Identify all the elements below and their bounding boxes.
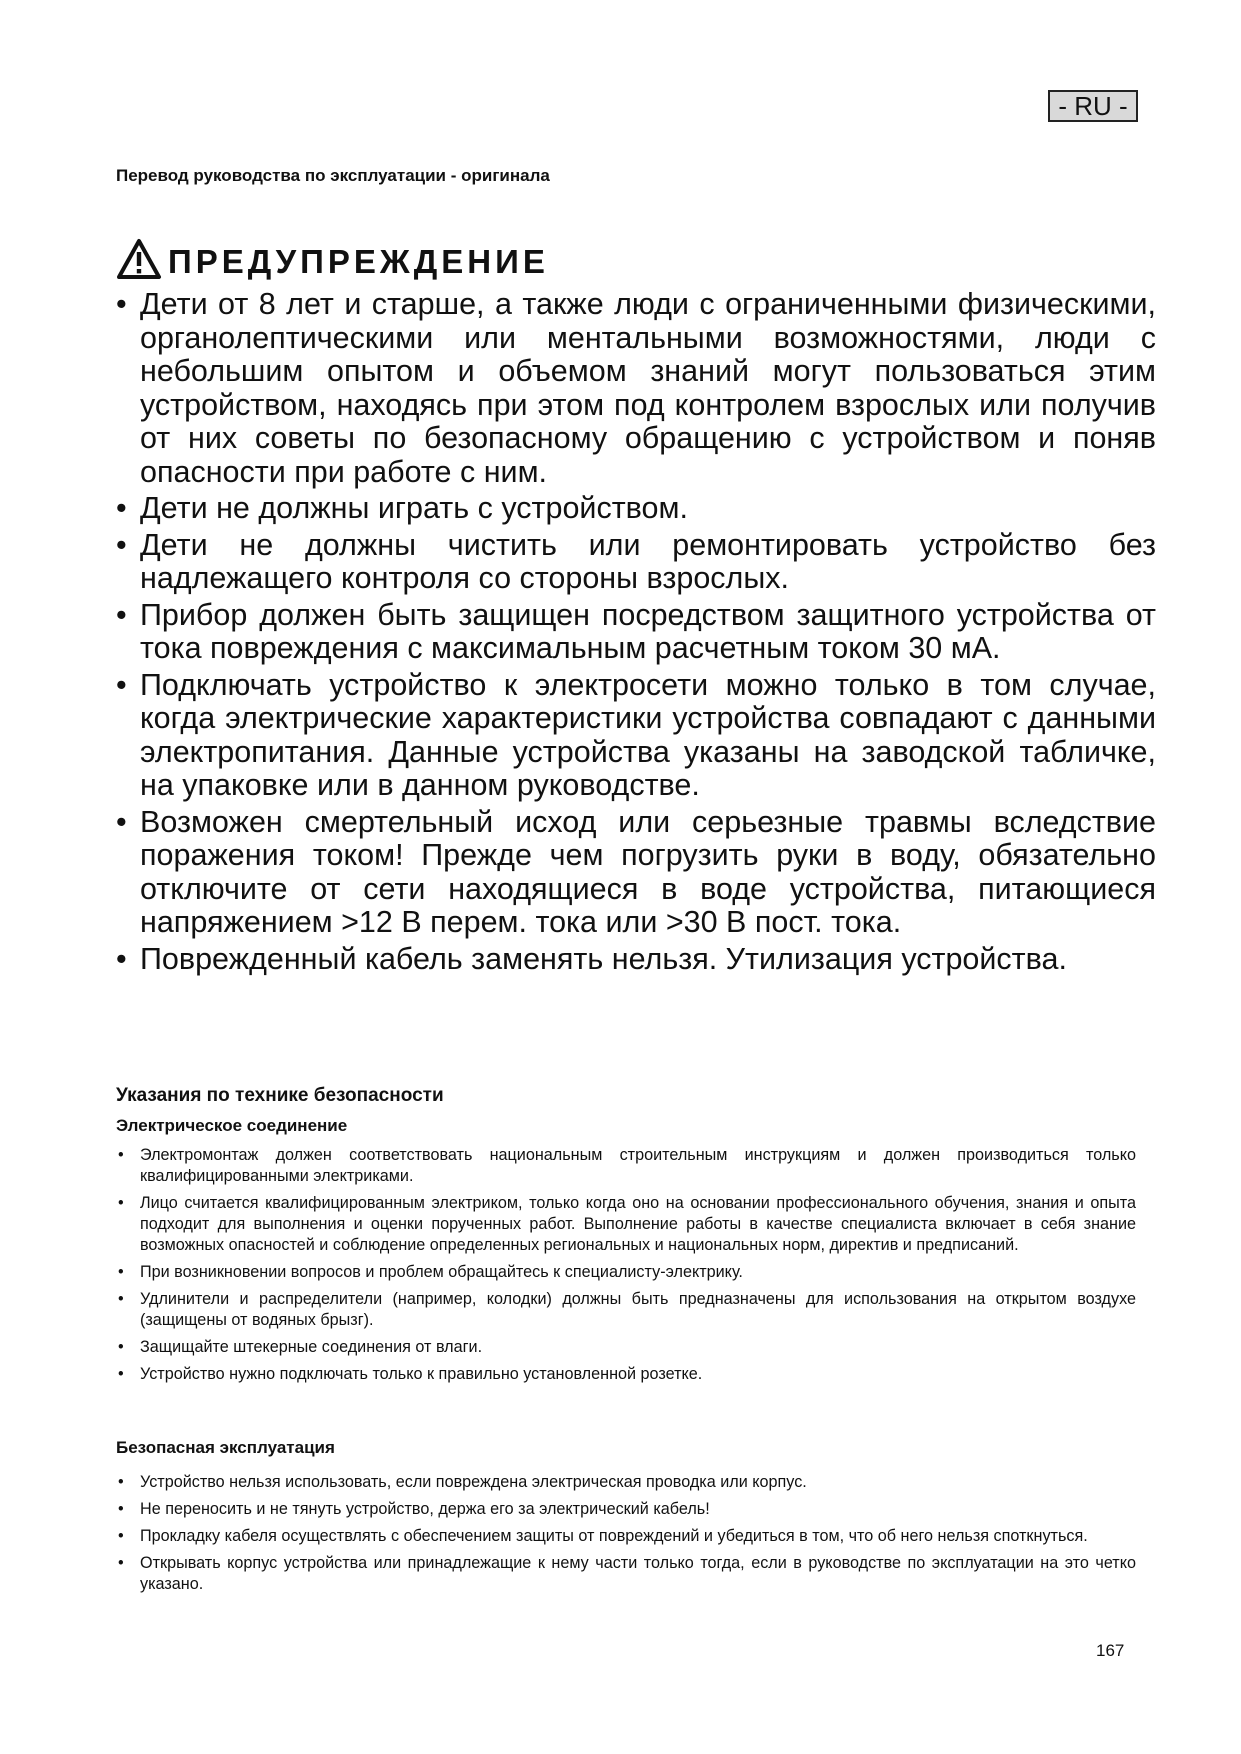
list-item: • Лицо считается квалифицированным электриком, только когда оно на основании профессионального обучения, знания и опыта подходит для выполнения и оценки порученных работ. Выполнение работы в качестве специалиста включает в себя знание возможных опасностей и соблюдение определенных региональных и национальных норм, директив и предписаний. [118, 1194, 1136, 1254]
list-item: • Устройство нельзя использовать, если повреждена электрическая проводка или корпус. [118, 1473, 807, 1491]
warning-item: • Прибор должен быть защищен посредством защитного устройства от тока повреждения с максимальным расчетным током 30 мА. [116, 597, 1156, 665]
list-item: • Удлинители и распределители (например, колодки) должны быть предназначены для использования на открытом воздухе (защищены от водяных брызг). [118, 1290, 1136, 1329]
bullet-icon: • [118, 1263, 124, 1281]
bullet-icon: • [116, 667, 127, 702]
language-badge: - RU - [1048, 90, 1138, 122]
bullet-icon: • [118, 1194, 124, 1212]
warning-heading [116, 228, 549, 280]
warning-item: • Дети не должны чистить или ремонтировать устройство без надлежащего контроля со стороны взрослых. [116, 527, 1156, 595]
bullet-icon: • [118, 1338, 124, 1356]
safety-section-title: Указания по технике безопасности [116, 1085, 444, 1106]
warning-item: • Дети от 8 лет и старше, а также люди с ограниченными физическими, органолептическими или ментальными возможностями, люди с небольшим опытом и объемом знаний могут пользоваться этим устройством, находясь при этом под контролем взрослых или получив от них советы по безопасному обращению с устройством и поняв опасности при работе с ним. [116, 287, 1156, 489]
bullet-icon: • [116, 597, 127, 632]
bullet-icon: • [118, 1365, 124, 1383]
bullet-icon: • [118, 1500, 124, 1518]
bullet-icon: • [116, 527, 127, 562]
bullet-icon: • [118, 1527, 124, 1545]
list-item: • Электромонтаж должен соответствовать национальным строительным инструкциям и должен производиться только квалифицированными электриками. [118, 1146, 1136, 1185]
list-item: • Прокладку кабеля осуществлять с обеспечением защиты от повреждений и убедиться в том, что об него нельзя споткнуться. [118, 1527, 1088, 1545]
bullet-icon: • [118, 1554, 124, 1572]
list-item: • Не переносить и не тянуть устройство, держа его за электрический кабель! [118, 1500, 710, 1518]
warning-item: • Подключать устройство к электросети можно только в том случае, когда электрические характеристики устройства совпадают с данными электропитания. Данные устройства указаны на заводской табличке, на упаковке или в данном руководстве. [116, 667, 1156, 802]
document-subtitle: Перевод руководства по эксплуатации - оригинала [116, 166, 550, 185]
operation-list [116, 1472, 1136, 1601]
electrical-list [116, 1145, 1136, 1391]
bullet-icon: • [118, 1473, 124, 1491]
bullet-icon: • [116, 491, 127, 525]
warning-triangle-icon [116, 238, 162, 280]
page-number: 167 [1096, 1641, 1125, 1660]
warning-list [116, 288, 1156, 979]
warning-item: • Поврежденный кабель заменять нельзя. Утилизация устройства. [116, 941, 1067, 976]
bullet-icon: • [118, 1146, 124, 1164]
warning-item: • Дети не должны играть с устройством. [116, 491, 688, 525]
list-item: • При возникновении вопросов и проблем обращайтесь к специалисту-электрику. [118, 1263, 743, 1281]
operation-subsection-title: Безопасная эксплуатация [116, 1438, 335, 1457]
list-item: • Защищайте штекерные соединения от влаги. [118, 1338, 483, 1356]
electrical-subsection-title: Электрическое соединение [116, 1116, 348, 1135]
bullet-icon: • [116, 287, 127, 321]
list-item: • Открывать корпус устройства или принадлежащие к нему части только тогда, если в руководстве по эксплуатации на это четко указано. [118, 1554, 1136, 1593]
list-item: • Устройство нужно подключать только к правильно установленной розетке. [118, 1365, 703, 1383]
bullet-icon: • [118, 1290, 124, 1308]
warning-title: ПРЕДУПРЕЖДЕНИЕ [168, 243, 549, 280]
bullet-icon: • [116, 941, 127, 976]
bullet-icon: • [116, 804, 127, 839]
warning-item: • Возможен смертельный исход или серьезные травмы вследствие поражения током! Прежде чем погрузить руки в воду, обязательно отключите от сети находящиеся в воде устройства, питающиеся напряжением >12 В перем. тока или >30 В пост. тока. [116, 804, 1156, 939]
